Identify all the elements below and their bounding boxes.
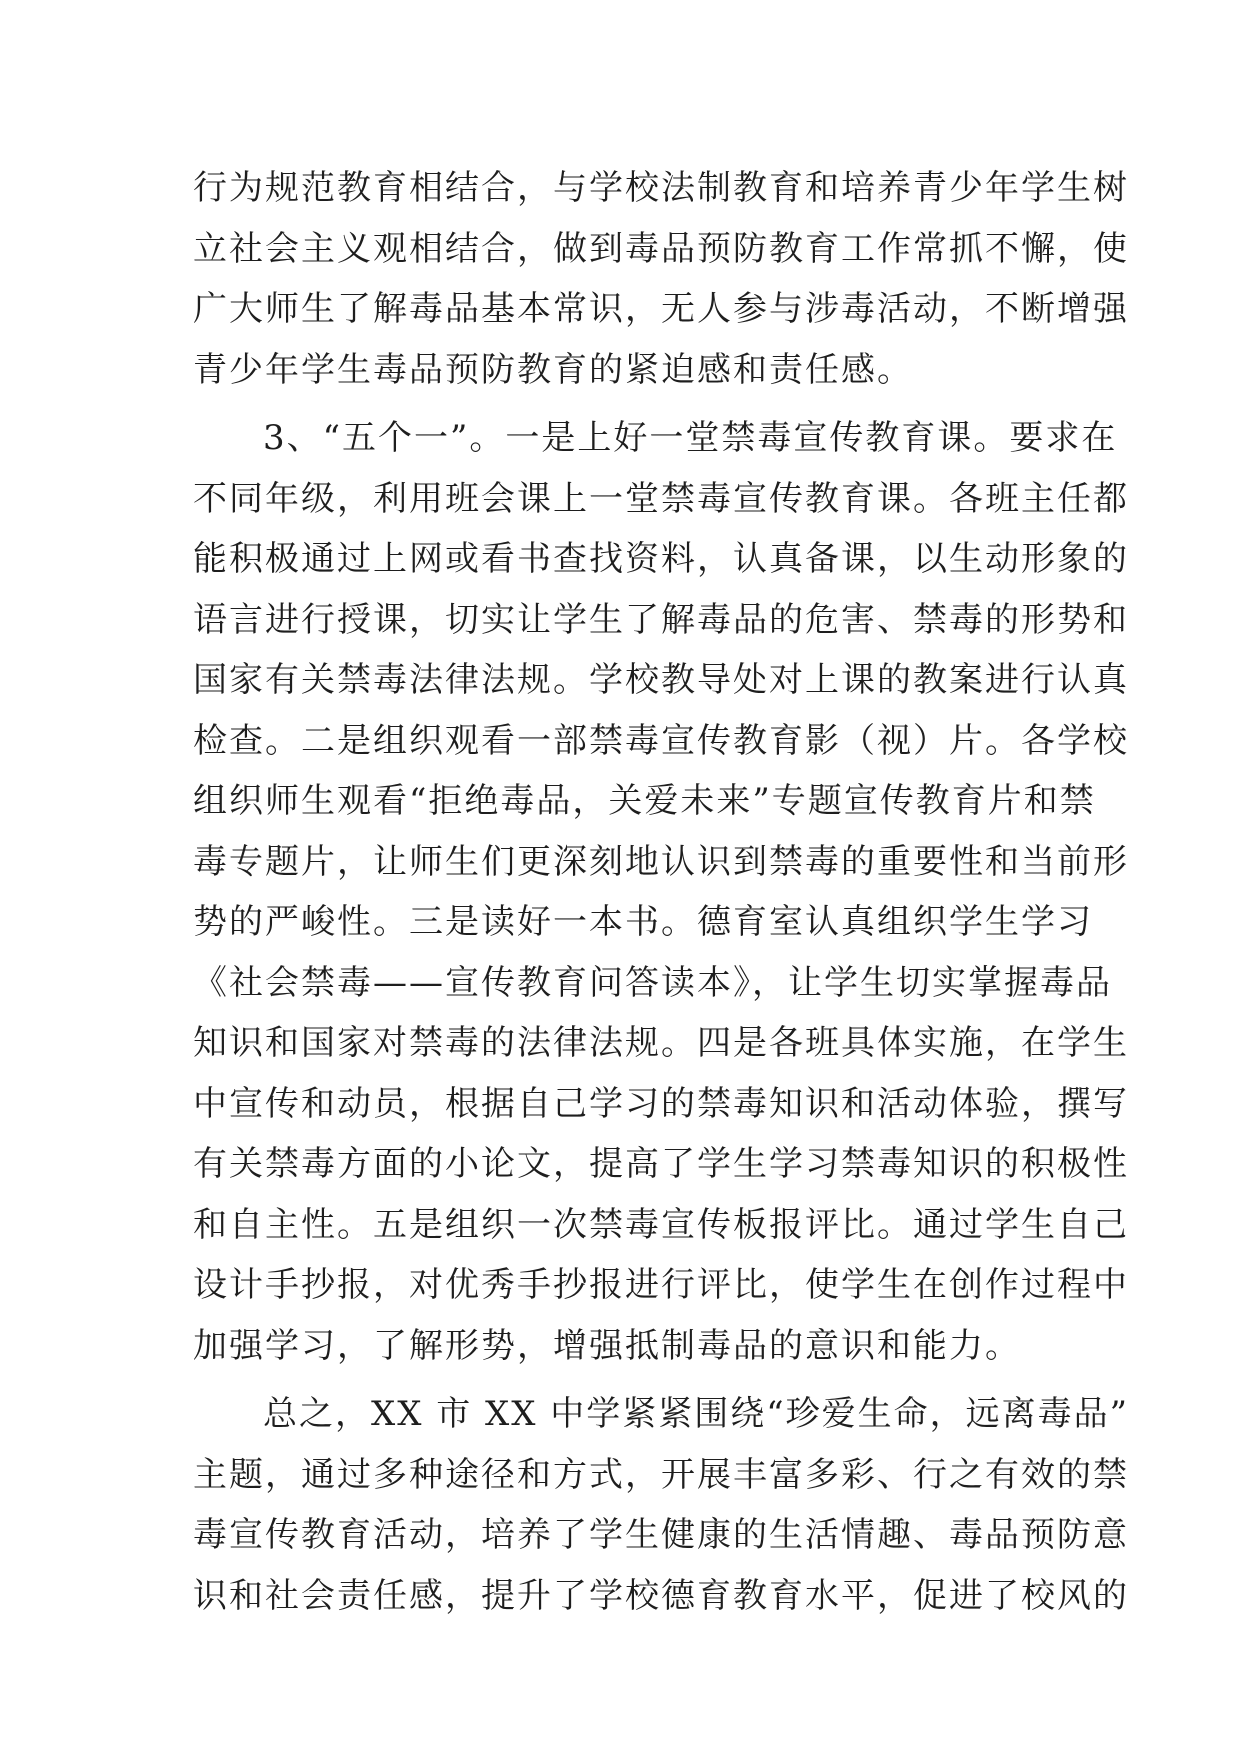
text-line: 语言进行授课，切实让学生了解毒品的危害、禁毒的形势和 xyxy=(193,599,1129,640)
text-line: 有关禁毒方面的小论文，提高了学生学习禁毒知识的积极性 xyxy=(193,1144,1129,1184)
text-line: 国家有关禁毒法律法规。学校教导处对上课的教案进行认真 xyxy=(193,660,1129,700)
text-line: 组织师生观看“拒绝毒品，关爱未来”专题宣传教育片和禁 xyxy=(193,781,1096,821)
paragraph-continuation xyxy=(193,158,1129,400)
text-line: 能积极通过上网或看书查找资料，认真备课，以生动形象的 xyxy=(193,539,1129,579)
text-line: 识和社会责任感，提升了学校德育教育水平，促进了校风的 xyxy=(193,1575,1129,1616)
text-line: 设计手抄报，对优秀手抄报进行评比，使学生在创作过程中 xyxy=(193,1265,1129,1305)
text-line: 总之，XX 市 XX 中学紧紧围绕“珍爱生命，远离毒品” xyxy=(263,1394,1130,1434)
text-line: 检查。二是组织观看一部禁毒宣传教育影（视）片。各学校 xyxy=(193,720,1129,761)
text-line: 和自主性。五是组织一次禁毒宣传板报评比。通过学生自己 xyxy=(193,1204,1129,1245)
text-line: 主题，通过多种途径和方式，开展丰富多彩、行之有效的禁 xyxy=(193,1454,1129,1495)
text-line: 广大师生了解毒品基本常识，无人参与涉毒活动，不断增强 xyxy=(193,289,1129,329)
text-line: 毒专题片，让师生们更深刻地认识到禁毒的重要性和当前形 xyxy=(193,841,1129,882)
text-line: 《社会禁毒——宣传教育问答读本》，让学生切实掌握毒品 xyxy=(193,962,1112,1003)
text-line: 3、“五个一”。一是上好一堂禁毒宣传教育课。要求在 xyxy=(263,418,1118,458)
paragraph-five-ones xyxy=(193,408,1129,1376)
text-line: 毒宣传教育活动，培养了学生健康的生活情趣、毒品预防意 xyxy=(193,1515,1129,1555)
text-line: 中宣传和动员，根据自己学习的禁毒知识和活动体验，撰写 xyxy=(193,1083,1129,1124)
text-line: 不同年级，利用班会课上一堂禁毒宣传教育课。各班主任都 xyxy=(193,478,1129,519)
text-line: 势的严峻性。三是读好一本书。德育室认真组织学生学习 xyxy=(193,902,1093,942)
text-line: 行为规范教育相结合，与学校法制教育和培养青少年学生树 xyxy=(193,168,1129,208)
body-text xyxy=(193,158,1130,1626)
text-line: 立社会主义观相结合，做到毒品预防教育工作常抓不懈，使 xyxy=(193,228,1129,269)
text-line: 知识和国家对禁毒的法律法规。四是各班具体实施，在学生 xyxy=(193,1023,1129,1063)
text-line: 青少年学生毒品预防教育的紧迫感和责任感。 xyxy=(193,349,913,390)
text-line: 加强学习，了解形势，增强抵制毒品的意识和能力。 xyxy=(193,1325,1021,1366)
paragraph-summary xyxy=(193,1384,1130,1626)
